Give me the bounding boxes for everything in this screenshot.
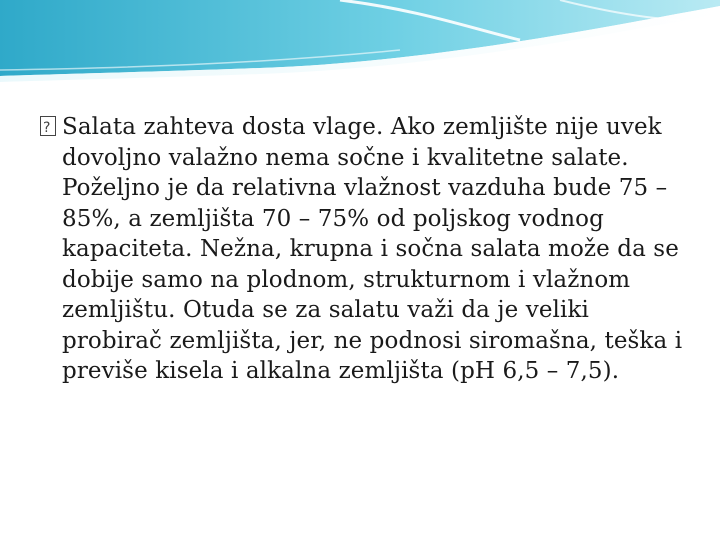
body-paragraph <box>40 112 690 387</box>
missing-glyph-icon <box>40 116 56 136</box>
body-text: Salata zahteva dosta vlage. Ako zemljište nije uvek dovoljno valažno nema sočne i kvalitetne salate. Poželjno je da relativna vlažnost vazduha bude 75 – 85%, a zemljišta 70 – 75% od poljskog vodnog kapaciteta. Nežna, krupna i sočna salata može da se dobije samo na plodnom, strukturnom i vlažnom zemljištu. Otuda se za salatu važi da je veliki probirač zemljišta, jer, ne podnosi siromašna, teška i previše kisela i alkalna zemljišta (pH 6,5 – 7,5). <box>62 114 683 384</box>
content-area <box>40 112 690 387</box>
header-wave-decoration <box>0 0 720 90</box>
